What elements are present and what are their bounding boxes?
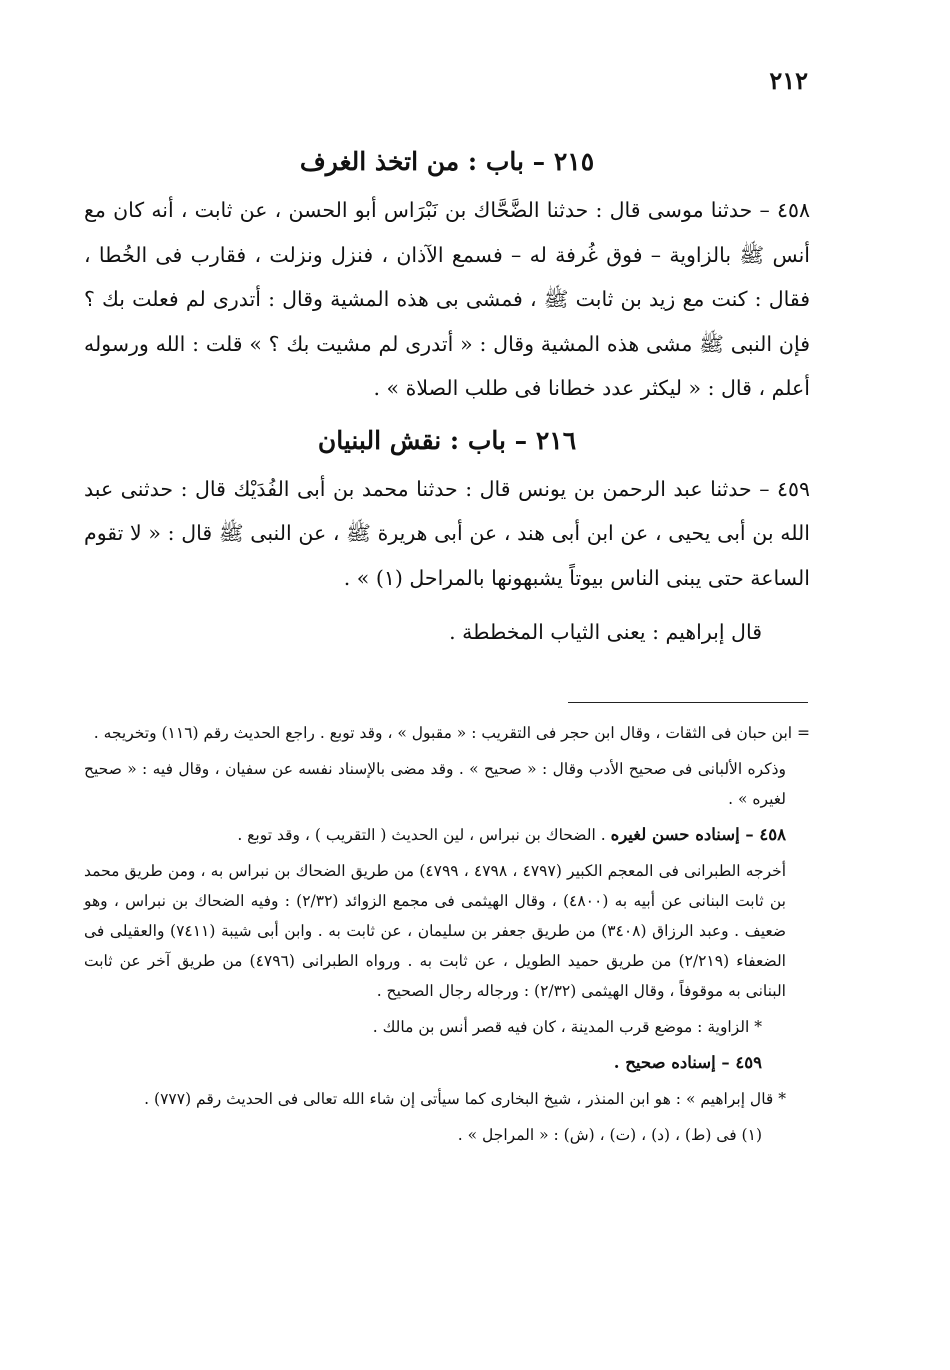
hadith-459 [84,467,810,601]
footnote-459-grade: ٤٥٩ – إسناده صحيح . [613,1053,762,1072]
footnote-458-takhrij: أخرجه الطبرانى فى المعجم الكبير (٤٧٩٧ ، ٤٧٩٨ ، ٤٧٩٩) من طريق الضحاك بن نبراس به ، ومن طريق محمد بن ثابت البنانى عن أبيه به (٤٨٠٠) ، وقال الهيثمى فى مجمع الزوائد (٢/٣٢) : وفيه الضحاك بن نبراس ، وهو ضعيف . وعبد الرزاق (٣٤٠٨) من طريق جعفر بن سليمان ، عن ثابت به . وابن أبى شيبة (٧٤١١) والعقيلى فى الضعفاء (٢/٢١٩) من طريق حميد الطويل ، عن ثابت به . ورواه الطبرانى (٤٧٩٦) من طريق آخر عن ثابت البنانى به موقوفاً ، وقال الهيثمى (٢/٣٢) : ورجاله رجال الصحيح . [84,862,787,1000]
grade-label: ٤٥٨ – إسناده حسن لغيره [610,825,786,844]
hadith-number: ٤٥٩ – [759,476,810,501]
footnote-variant-reading: (١) فى (ط) ، (د) ، (ت) ، (ش) : « المراجل » . [457,1126,762,1144]
footnote-albani: وذكره الألبانى فى صحيح الأدب وقال : « صحيح » . وقد مضى بالإسناد نفسه عن سفيان ، وقال فيه : « صحيح لغيره » . [84,760,786,808]
chapter-title-215: ٢١٥ – باب : من اتخذ الغرف [299,147,595,176]
footnote-continuation: = ابن حبان فى الثقات ، وقال ابن حجر فى التقريب : « مقبول » ، وقد توبع . راجع الحديث رقم (١١٦) وتخريجه . [93,724,810,742]
footnotes [84,718,810,1156]
hadith-text: حدثنا عبد الرحمن بن يونس قال : حدثنا محمد بن أبى الفُدَيْك قال : حدثنى عبد الله بن أبى يحيى ، عن ابن أبى هند ، عن أبى هريرة ﷺ ، عن النبى ﷺ قال : « لا تقوم الساعة حتى يبنى الناس بيوتاً يشبهونها بالمراحل (١) » . [84,476,810,590]
chapter-title-216: ٢١٦ – باب : نقش البنيان [317,425,577,455]
grade-text: . الضحاك بن نبراس ، لين الحديث ( التقريب ) ، وقد توبع . [237,826,611,844]
ibrahim-quote: قال إبراهيم : يعنى الثياب المخططة . [449,620,762,644]
footnote-458-grade [84,820,810,850]
hadith-text: حدثنا موسى قال : حدثنا الضَّحَّاك بن نَبْرَاس أبو الحسن ، عن ثابت ، أنه كان مع أنس ﷺ بالزاوية – فوق غُرفة له – فسمع الآذان ، فنزل ونزلت ، فقارب فى الخُطا ، فقال : كنت مع زيد بن ثابت ﷺ ، فمشى بى هذه المشية وقال : أتدرى لم فعلت بك ؟ فإن النبى ﷺ مشى هذه المشية وقال : « أتدرى لم مشيت بك ؟ » قلت : الله ورسوله أعلم ، قال : « ليكثر عدد خطانا فى طلب الصلاة » . [84,198,810,400]
page-number: ٢١٢ [769,66,808,95]
main-text [84,140,810,655]
footnote-zawiya: * الزاوية : موضع قرب المدينة ، كان فيه قصر أنس بن مالك . [372,1018,762,1036]
footnote-divider [568,702,808,703]
hadith-458 [84,188,810,411]
hadith-number: ٤٥٨ – [759,198,810,222]
footnote-ibrahim: * قال إبراهيم » : هو ابن المنذر ، شيخ البخارى كما سيأتى إن شاء الله تعالى فى الحديث رقم (٧٧٧) . [144,1090,786,1108]
